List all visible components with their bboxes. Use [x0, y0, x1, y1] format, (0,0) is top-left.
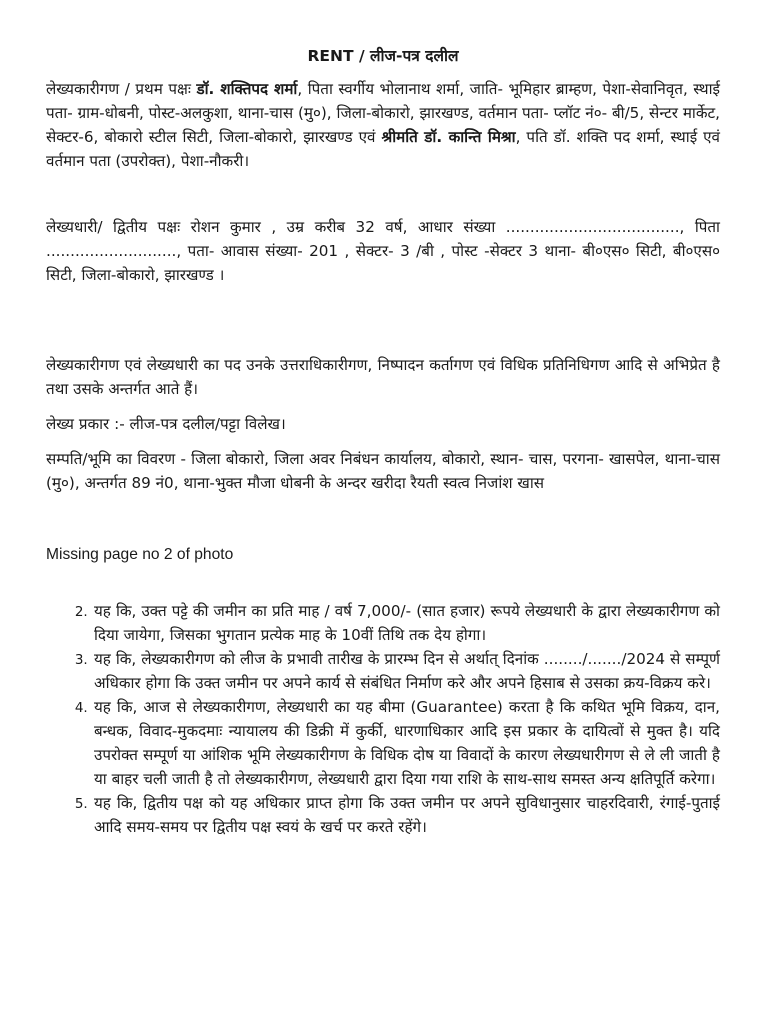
spacer — [46, 495, 720, 543]
term-item: 3. यह कि, लेख्यकारीगण को लीज के प्रभावी तारीख के प्रारम्भ दिन से अर्थात् दिनांक ......../......./2024 से सम्पूर्ण अधिकार होगा कि उक्त जमीन पर अपने कार्य से संबंधित निर्माण करे और अपने हिसाब से उसका क्रय-विक्रय करे। — [92, 647, 720, 695]
missing-page-note: Missing page no 2 of photo — [46, 546, 234, 563]
term-item: 4. यह कि, आज से लेख्यकारीगण, लेख्यधारी का यह बीमा (Guarantee) करता है कि कथित भूमि विक्रय, दान, बन्धक, विवाद-मुकदमाः न्यायालय की डिक्री में कुर्की, धारणाधिकार आदि इस प्रकार के दायित्वों से मुक्त है। यदि उपरोक्त सम्पूर्ण या आंशिक भूमि लेख्यकारीगण के विधिक दोष या विवादों के कारण लेख्यधारीगण से ले ली जाती है या बाहर चली जाती है तो लेख्यकारीगण, लेख्यधारी द्वारा दिया गया राशि के साथ-साथ समस्त अन्य क्षतिपूर्ति करेगा। — [92, 695, 720, 791]
spacer — [46, 401, 720, 412]
lessor-name-2: श्रीमति डॉ. कान्ति मिश्रा — [381, 128, 516, 146]
lessor-name-1: डॉ. शक्तिपद शर्मा — [196, 80, 298, 98]
term-item: 2. यह कि, उक्त पट्टे की जमीन का प्रति माह / वर्ष 7,000/- (सात हजार) रूपये लेख्यधारी के द्वारा लेख्यकारीगण को दिया जायेगा, जिसका भुगतान प्रत्येक माह के 10वीं तिथि तक देय होगा। — [92, 599, 720, 647]
property-description: सम्पति/भूमि का विवरण - जिला बोकारो, जिला अवर निबंधन कार्यालय, बोकारो, स्थान- चास, परगना- खासपेल, थाना-चास (मु०), अन्तर्गत 89 नं0, थाना-भुक्त मौजा धोबनी के अन्दर खरीदा रैयती स्वत्व निजांश खास — [46, 450, 720, 492]
lessor-lead: लेख्यकारीगण / प्रथम पक्षः — [46, 80, 197, 98]
spacer — [46, 173, 720, 215]
lessor-details-2: , पति डॉ. शक्ति पद शर्मा, स्थाई एवं वर्तमान पता (उपरोक्त), पेशा-नौकरी। — [46, 128, 720, 170]
document-title: RENT / लीज-पत्र दलील — [307, 47, 459, 65]
terms-list — [46, 599, 720, 839]
lessee-paragraph: लेख्यधारी/ द्वितीय पक्षः रोशन कुमार , उम्र करीब 32 वर्ष, आधार संख्या ...................................., पिता ..........................., पता- आवास संख्या- 201 , सेक्टर- 3 /बी , पोस्ट -सेक्टर 3 थाना- बी०एस० सिटी, बी०एस० सिटी, जिला-बोकारो, झारखण्ड । — [46, 218, 720, 284]
deed-type: लेख्य प्रकार :- लीज-पत्र दलील/पट्टा विलेख। — [46, 415, 286, 433]
spacer — [46, 287, 720, 353]
successors-clause: लेख्यकारीगण एवं लेख्यधारी का पद उनके उत्तराधिकारीगण, निष्पादन कर्तागण एवं विधिक प्रतिनिधिगण आदि से अभिप्रेत है तथा उसके अन्तर्गत आते हैं। — [46, 356, 720, 398]
lessor-details-1: , पिता स्वर्गीय भोलानाथ शर्मा, जाति- भूमिहार ब्राम्हण, पेशा-सेवानिवृत, स्थाई पता- ग्राम-धोबनी, पोस्ट-अलकुशा, थाना-चास (मु०), जिला-बोकारो, झारखण्ड, वर्तमान पता- प्लॉट नं०- बी/5, सेन्टर मार्केट, सेक्टर-6, बोकारो स्टील सिटी, जिला-बोकारो, झारखण्ड एवं — [46, 80, 720, 146]
spacer — [46, 436, 720, 447]
spacer — [46, 567, 720, 599]
term-item: 5. यह कि, द्वितीय पक्ष को यह अधिकार प्राप्त होगा कि उक्त जमीन पर अपने सुविधानुसार चाहरदिवारी, रंगाई-पुताई आदि समय-समय पर द्वितीय पक्ष स्वयं के खर्च पर करते रहेंगे। — [92, 791, 720, 839]
lessor-paragraph — [46, 77, 720, 173]
